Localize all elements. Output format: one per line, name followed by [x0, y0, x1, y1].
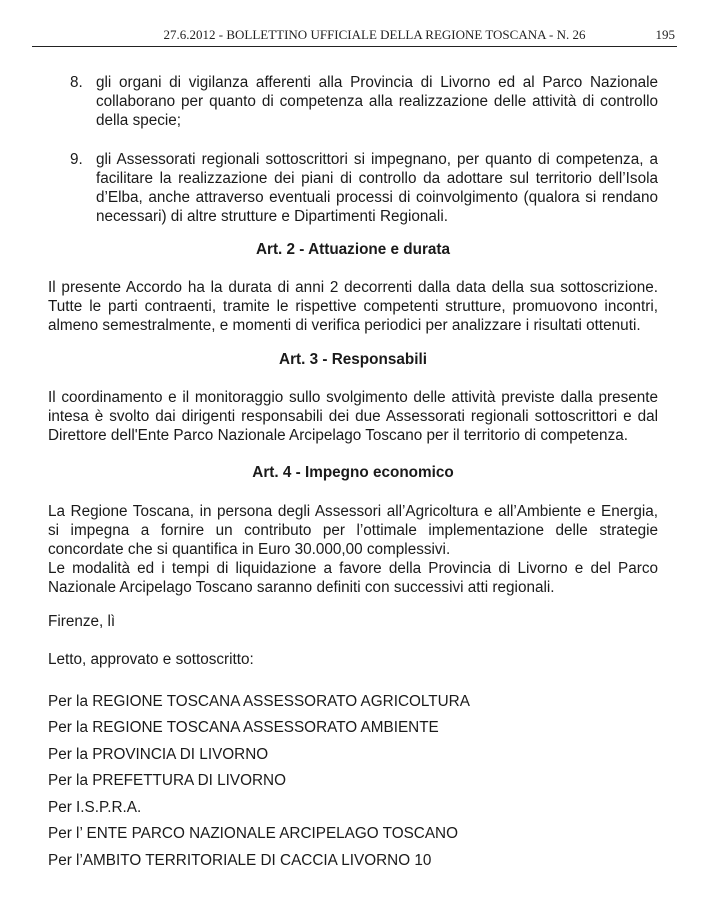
signatory-line: Per la REGIONE TOSCANA ASSESSORATO AMBIENTE — [48, 719, 439, 736]
signatory-line: Per la REGIONE TOSCANA ASSESSORATO AGRICOLTURA — [48, 693, 470, 710]
running-header — [32, 24, 677, 47]
list-item-text: gli organi di vigilanza afferenti alla Provincia di Livorno ed al Parco Nazionale collaborano per quanto di competenza alla realizzazione delle attività di controllo della specie; — [96, 74, 658, 129]
art4-text-2: Le modalità ed i tempi di liquidazione a favore della Provincia di Livorno e del Parco Nazionale Arcipelago Toscano saranno definiti con successivi atti regionali. — [48, 560, 658, 596]
header-title: 27.6.2012 - BOLLETTINO UFFICIALE DELLA REGIONE TOSCANA - N. 26 — [163, 27, 586, 42]
list-item-8 — [70, 73, 658, 130]
art2-text: Il presente Accordo ha la durata di anni 2 decorrenti dalla data della sua sottoscrizione. Tutte le parti contraenti, tramite le rispettive competenti strutture, promuovono incontri, almeno semestralmente, e momenti di verifica periodici per analizzare i risultati ottenuti. — [48, 279, 658, 334]
signatory-line: Per l’ ENTE PARCO NAZIONALE ARCIPELAGO TOSCANO — [48, 825, 458, 842]
page-number: 195 — [655, 27, 675, 42]
signatory-line: Per la PREFETTURA DI LIVORNO — [48, 772, 286, 789]
art4-paragraph — [48, 502, 658, 597]
list-item-9 — [70, 150, 658, 226]
art2-heading: Art. 2 - Attuazione e durata — [255, 241, 451, 258]
approval-line: Letto, approvato e sottoscritto: — [48, 651, 254, 668]
list-item-number: 8. — [70, 74, 83, 91]
signatory-line: Per la PROVINCIA DI LIVORNO — [48, 746, 269, 763]
signatory-line: Per l’AMBITO TERRITORIALE DI CACCIA LIVORNO 10 — [48, 852, 432, 869]
art3-text: Il coordinamento e il monitoraggio sullo svolgimento delle attività previste dalla presente intesa è svolto dai dirigenti responsabili dei due Assessorati regionali sottoscrittori e dal Direttore dell'Ente Parco Nazionale Arcipelago Toscano per il territorio di competenza. — [48, 389, 658, 444]
place-line: Firenze, lì — [48, 613, 116, 630]
art3-paragraph — [48, 388, 658, 445]
art2-paragraph — [48, 278, 658, 335]
art4-text-1: La Regione Toscana, in persona degli Assessori all’Agricoltura e all’Ambiente e Energia, si impegna a fornire un contributo per l’ottimale implementazione delle strategie concordate che si quantifica in Euro 30.000,00 complessivi. — [48, 503, 658, 558]
list-item-text: gli Assessorati regionali sottoscrittori si impegnano, per quanto di competenza, a facilitare la realizzazione dei piani di controllo da adottare sul territorio dell’Isola d’Elba, anche attraverso eventuali processi di coinvolgimento (qualora si rendano necessari) di altre strutture e Dipartimenti Regionali. — [96, 151, 658, 225]
art3-heading: Art. 3 - Responsabili — [279, 351, 427, 368]
signatory-line: Per I.S.P.R.A. — [48, 799, 142, 816]
art4-heading: Art. 4 - Impegno economico — [252, 464, 454, 481]
list-item-number: 9. — [70, 151, 83, 168]
